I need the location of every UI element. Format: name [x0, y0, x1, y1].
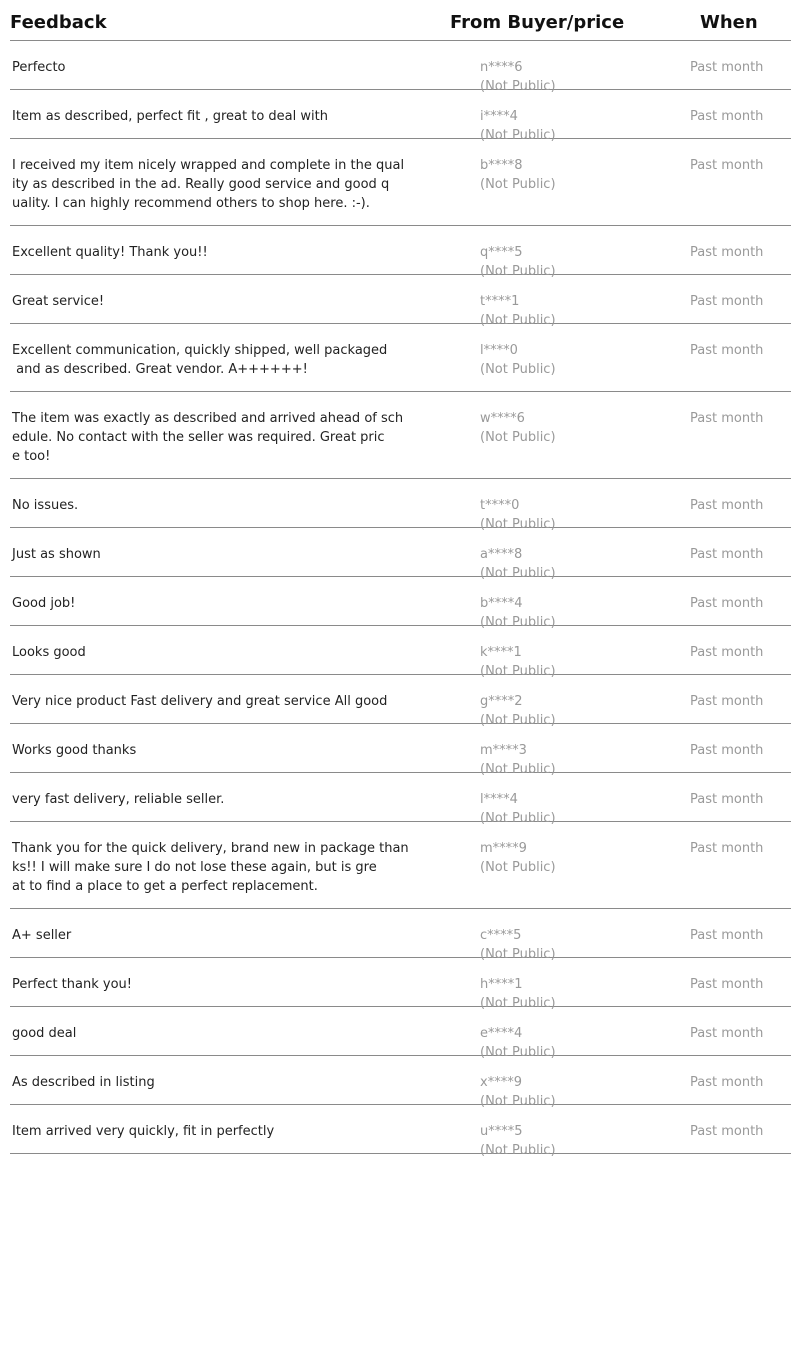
buyer-id: l****4: [480, 792, 518, 807]
buyer-visibility: (Not Public): [480, 1094, 556, 1109]
table-row: [10, 577, 791, 630]
buyer-id: b****4: [480, 596, 523, 611]
feedback-when: Past month: [690, 1075, 764, 1090]
buyer-id: n****6: [480, 60, 523, 75]
buyer-visibility: (Not Public): [480, 664, 556, 679]
header-from-buyer-price: From Buyer/price: [450, 12, 625, 33]
buyer-id: a****8: [480, 547, 523, 562]
feedback-text: Perfect thank you!: [12, 977, 132, 992]
buyer-visibility: (Not Public): [480, 313, 556, 328]
buyer-cell: [480, 341, 556, 379]
feedback-text: As described in listing: [12, 1075, 155, 1090]
feedback-when: Past month: [690, 596, 764, 611]
feedback-when: Past month: [690, 841, 764, 856]
table-row: [10, 139, 791, 226]
feedback-text: Great service!: [12, 294, 105, 309]
table-row: [10, 626, 791, 679]
feedback-when: Past month: [690, 109, 764, 124]
feedback-text: very fast delivery, reliable seller.: [12, 792, 225, 807]
buyer-id: e****4: [480, 1026, 523, 1041]
feedback-text: Item as described, perfect fit , great to deal with: [12, 109, 328, 124]
table-row: [10, 41, 791, 94]
buyer-id: b****8: [480, 158, 523, 173]
table-row: [10, 909, 791, 962]
buyer-id: c****5: [480, 928, 522, 943]
buyer-id: g****2: [480, 694, 523, 709]
buyer-id: k****1: [480, 645, 522, 660]
buyer-cell: [480, 409, 556, 447]
table-row: [10, 773, 791, 826]
buyer-visibility: (Not Public): [480, 362, 556, 377]
feedback-when: Past month: [690, 645, 764, 660]
table-row: [10, 1105, 791, 1158]
buyer-visibility: (Not Public): [480, 79, 556, 94]
feedback-when: Past month: [690, 245, 764, 260]
table-row: [10, 275, 791, 328]
buyer-id: w****6: [480, 411, 525, 426]
table-row: [10, 528, 791, 581]
feedback-text: The item was exactly as described and arrived ahead of sch edule. No contact with the seller was required. Great pric e too!: [12, 411, 404, 464]
feedback-when: Past month: [690, 343, 764, 358]
table-row: [10, 226, 791, 279]
buyer-cell: [480, 839, 556, 877]
header-feedback: Feedback: [10, 12, 107, 33]
buyer-visibility: (Not Public): [480, 615, 556, 630]
buyer-visibility: (Not Public): [480, 177, 556, 192]
buyer-id: x****9: [480, 1075, 522, 1090]
buyer-visibility: (Not Public): [480, 1045, 556, 1060]
buyer-id: m****9: [480, 841, 527, 856]
buyer-visibility: (Not Public): [480, 1143, 556, 1158]
feedback-when: Past month: [690, 60, 764, 75]
feedback-text: Excellent quality! Thank you!!: [12, 245, 208, 260]
buyer-visibility: (Not Public): [480, 996, 556, 1011]
feedback-text: good deal: [12, 1026, 77, 1041]
buyer-visibility: (Not Public): [480, 430, 556, 445]
table-row: [10, 1056, 791, 1109]
feedback-when: Past month: [690, 694, 764, 709]
feedback-text: Just as shown: [12, 547, 101, 562]
buyer-id: u****5: [480, 1124, 523, 1139]
feedback-when: Past month: [690, 158, 764, 173]
feedback-text: A+ seller: [12, 928, 72, 943]
feedback-text: Excellent communication, quickly shipped, well packaged and as described. Great vendor. A++++++!: [12, 343, 388, 377]
feedback-text: Thank you for the quick delivery, brand new in package than ks!! I will make sure I do not lose these again, but is gre at to find a place to get a perfect replacement.: [12, 841, 409, 894]
feedback-text: No issues.: [12, 498, 79, 513]
buyer-visibility: (Not Public): [480, 517, 556, 532]
buyer-id: i****4: [480, 109, 518, 124]
buyer-visibility: (Not Public): [480, 566, 556, 581]
buyer-id: h****1: [480, 977, 523, 992]
buyer-visibility: (Not Public): [480, 264, 556, 279]
buyer-id: t****1: [480, 294, 520, 309]
buyer-cell: [480, 1122, 556, 1160]
buyer-cell: [480, 156, 556, 194]
feedback-text: Very nice product Fast delivery and great service All good: [12, 694, 388, 709]
buyer-visibility: (Not Public): [480, 811, 556, 826]
buyer-id: q****5: [480, 245, 523, 260]
table-row: [10, 1007, 791, 1060]
feedback-when: Past month: [690, 977, 764, 992]
feedback-text: I received my item nicely wrapped and complete in the qual ity as described in the ad. Really good service and good q uality. I can highly recommend others to shop here. :-).: [12, 158, 405, 211]
feedback-rows: [10, 41, 791, 1158]
header-when: When: [700, 12, 758, 33]
table-row: [10, 675, 791, 728]
table-row: [10, 479, 791, 532]
feedback-when: Past month: [690, 294, 764, 309]
table-row: [10, 324, 791, 392]
feedback-when: Past month: [690, 743, 764, 758]
feedback-text: Looks good: [12, 645, 86, 660]
buyer-id: t****0: [480, 498, 520, 513]
feedback-text: Perfecto: [12, 60, 66, 75]
table-row: [10, 822, 791, 909]
feedback-text: Item arrived very quickly, fit in perfectly: [12, 1124, 275, 1139]
buyer-visibility: (Not Public): [480, 947, 556, 962]
buyer-visibility: (Not Public): [480, 860, 556, 875]
buyer-visibility: (Not Public): [480, 128, 556, 143]
feedback-when: Past month: [690, 1124, 764, 1139]
buyer-id: m****3: [480, 743, 527, 758]
table-row: [10, 392, 791, 479]
feedback-when: Past month: [690, 928, 764, 943]
feedback-when: Past month: [690, 792, 764, 807]
buyer-visibility: (Not Public): [480, 713, 556, 728]
feedback-text: Good job!: [12, 596, 76, 611]
feedback-when: Past month: [690, 498, 764, 513]
buyer-visibility: (Not Public): [480, 762, 556, 777]
feedback-when: Past month: [690, 547, 764, 562]
feedback-table: [10, 0, 791, 1158]
table-row: [10, 724, 791, 777]
feedback-when: Past month: [690, 1026, 764, 1041]
feedback-when: Past month: [690, 411, 764, 426]
table-row: [10, 958, 791, 1011]
feedback-text: Works good thanks: [12, 743, 137, 758]
table-row: [10, 90, 791, 143]
table-header: [10, 0, 791, 41]
buyer-id: l****0: [480, 343, 518, 358]
